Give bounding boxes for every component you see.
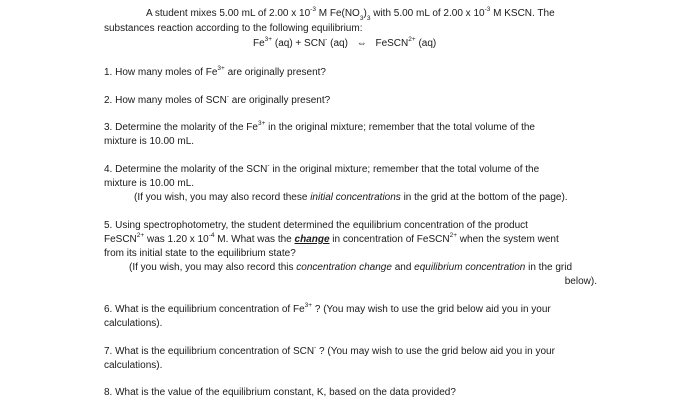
question-8: 8. What is the value of the equilibrium constant, K, based on the data provided? (104, 387, 456, 398)
question-5-line-2: FeSCN$^{2+}$ was 1.20 x $10^{-4}$ M. What was the change in concentration of FeSCN$^{2+}$ when the system went (104, 232, 559, 245)
question-1: 1. How many moles of $Fe^{3+}$ are originally present? (104, 65, 326, 78)
question-5-line-3: from its initial state to the equilibrium state? (104, 248, 296, 259)
question-7-line-2: calculations). (104, 360, 163, 371)
question-6-line-2: calculations). (104, 318, 163, 329)
question-3-line-2: mixture is 10.00 mL. (104, 136, 195, 147)
question-5: 5. Using spectrophotometry, the student determined the equilibrium concentration of the product (104, 220, 528, 231)
intro-line-2: substances reaction according to the following equilibrium: (104, 23, 363, 34)
equilibrium-equation: $Fe^{3+}$ (aq) + SCN- (aq) ⇔ FeSCN$^{2+}$ (aq) (253, 36, 437, 49)
question-5-note: (If you wish, you may also record this concentration change and equilibrium concentration in the grid (129, 262, 573, 273)
change-emphasis: change (294, 234, 330, 245)
equilibrium-arrow-icon: ⇔ (356, 38, 367, 49)
question-7: 7. What is the equilibrium concentration of SCN- ? (You may wish to use the grid below aid you in your (104, 344, 555, 357)
question-4-note: (If you wish, you may also record these initial concentrations in the grid at the bottom of the page). (134, 192, 568, 203)
intro-line-1: A student mixes 5.00 mL of 2.00 x $10^{-3}$ M $Fe(NO_3)_3$ with 5.00 mL of 2.00 x $10^{-3}$ M KSCN. The (146, 6, 555, 22)
question-3: 3. Determine the molarity of the $Fe^{3+}$ in the original mixture; remember that the total volume of the (104, 120, 535, 133)
question-5-note-end: below). (564, 276, 597, 287)
question-2: 2. How many moles of SCN- are originally present? (104, 93, 331, 106)
question-4: 4. Determine the molarity of the SCN- in the original mixture; remember that the total volume of the (104, 162, 540, 175)
question-4-line-2: mixture is 10.00 mL. (104, 178, 195, 189)
question-6: 6. What is the equilibrium concentration of $Fe^{3+}$ ? (You may wish to use the grid below aid you in your (104, 302, 551, 315)
